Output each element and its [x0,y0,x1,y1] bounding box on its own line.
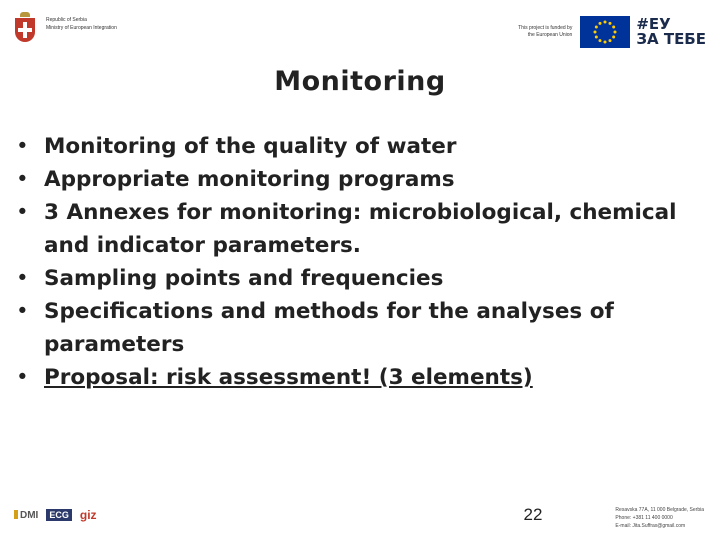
page-number: 22 [523,505,543,524]
eu-star [595,36,598,39]
bullet-text: 3 Annexes for monitoring: microbiological, chemical and indicator parameters. [44,200,677,258]
eu-star [614,31,617,34]
address-line-1: Resavska 77A, 11 000 Belgrade, Serbia [615,507,704,513]
bullet-item [14,361,704,394]
bullet-dot: • [16,200,29,225]
footer-address [615,506,704,530]
bullet-text: Sampling points and frequencies [44,266,444,291]
eu-star [594,31,597,34]
dmi-logo: DMI [14,510,38,521]
bullet-list [14,130,704,394]
bullet-dot: • [16,266,29,291]
footer-logos [14,508,101,522]
bullet-text: Specifications and methods for the analyses of parameters [44,299,614,357]
eu-star [599,39,602,42]
header-right [518,14,706,50]
ministry-line-2: Ministry of European Integration [46,25,117,31]
ministry-text [46,16,117,32]
bullet-dot: • [16,365,29,390]
eu-star [604,21,607,24]
eu-star [595,26,598,29]
address-line-2: Phone: +381 11 400 0000 [615,515,673,521]
slogan-line-1: #ЕУ [636,15,671,33]
bullet-text: Appropriate monitoring programs [44,167,455,192]
bullet-item [14,262,704,295]
bullet-item [14,130,704,163]
funded-text [518,25,572,39]
bullet-item [14,295,704,361]
slogan-line-2: ЗА ТЕБЕ [636,30,706,48]
bullet-item [14,196,704,262]
address-line-3: E-mail: Jita.Suffrax@gmail.com [615,523,686,529]
header-left [14,12,117,52]
giz-logo: giz [79,508,97,522]
ministry-line-1: Republic of Serbia [46,17,87,23]
bullet-item [14,163,704,196]
serbia-crest-icon [14,12,36,42]
eu-slogan [636,17,706,47]
ecg-logo: ECG [46,509,72,521]
bullet-text: Proposal: risk assessment! (3 elements) [44,365,533,390]
eu-star [613,26,616,29]
eu-star [609,22,612,25]
eu-star [609,39,612,42]
eu-star [613,36,616,39]
eu-flag-icon [580,16,630,48]
bullet-dot: • [16,134,29,159]
funded-line-1: This project is funded by [518,25,573,31]
funded-line-2: the European Union [527,32,573,38]
slide-title: Monitoring [274,66,446,97]
bullet-dot: • [16,167,29,192]
bullet-dot: • [16,299,29,324]
eu-star [604,41,607,44]
bullet-text: Monitoring of the quality of water [44,134,457,159]
eu-star [599,22,602,25]
